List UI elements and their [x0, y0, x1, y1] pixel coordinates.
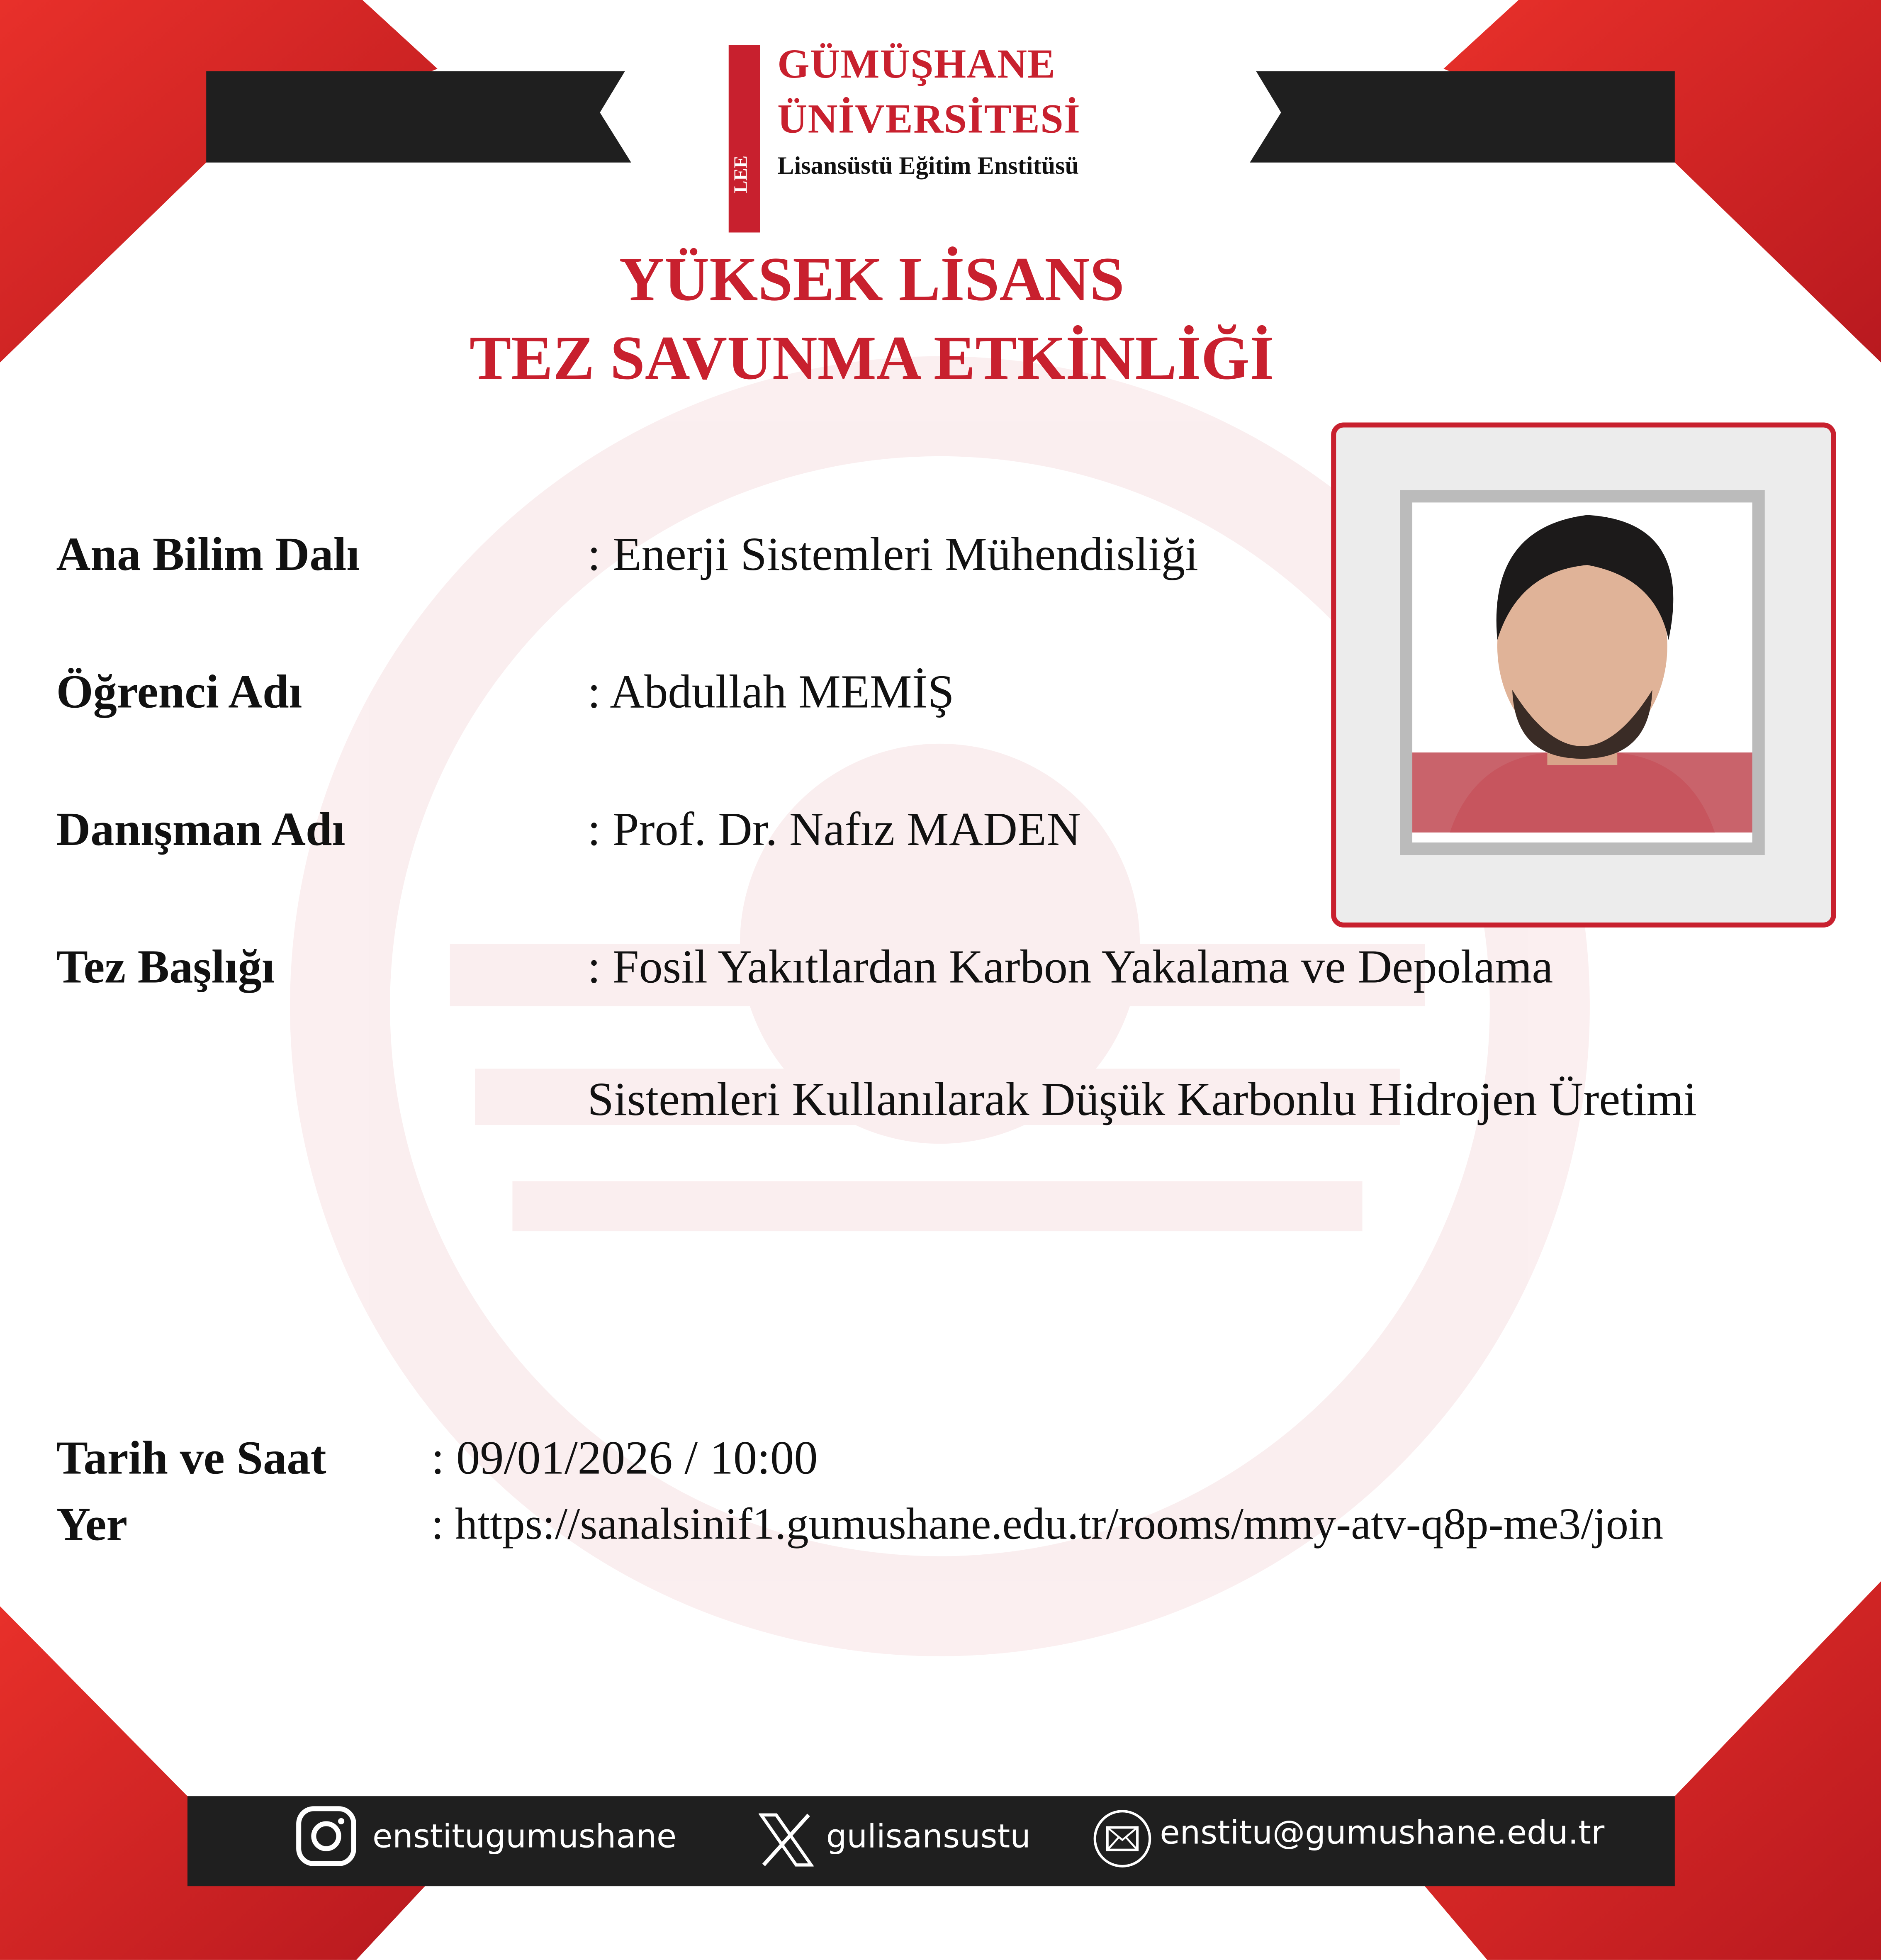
email-icon [1093, 1809, 1153, 1869]
logo-mark [729, 45, 760, 232]
field-value-thesis: : Fosil Yakıtlardan Karbon Yakalama ve Depolama [587, 941, 1553, 994]
email-address[interactable]: enstitu@gumushane.edu.tr [1160, 1815, 1605, 1853]
field-value-thesis-line2: Sistemleri Kullanılarak Düşük Karbonlu Hidrojen Üretimi [587, 1074, 1697, 1126]
field-value-department: : Enerji Sistemleri Mühendisliği [587, 528, 1198, 582]
field-value-advisor: : Prof. Dr. Nafız MADEN [587, 803, 1081, 857]
logo-mark-text: LEE [732, 156, 752, 193]
place-label: Yer [56, 1498, 128, 1551]
title-line2: TEZ SAVUNMA ETKİNLİĞİ [469, 322, 1274, 393]
field-label-student: Öğrenci Adı [56, 666, 302, 719]
student-photo [1400, 490, 1765, 855]
date-label: Tarih ve Saat [56, 1432, 326, 1485]
place-link[interactable]: : https://sanalsinif1.gumushane.edu.tr/rooms/mmy-atv-q8p-me3/join [431, 1498, 1664, 1549]
field-label-advisor: Danışman Adı [56, 803, 346, 857]
field-value-student: : Abdullah MEMİŞ [587, 666, 954, 719]
institute-name: Lisansüstü Eğitim Enstitüsü [777, 152, 1079, 180]
x-twitter-icon [759, 1812, 814, 1867]
person-photo-icon [1400, 490, 1765, 855]
university-name-line1: GÜMÜŞHANE [777, 42, 1056, 88]
x-handle[interactable]: gulisansustu [826, 1819, 1031, 1856]
field-label-thesis: Tez Başlığı [56, 941, 275, 994]
instagram-icon [295, 1805, 358, 1867]
title-line1: YÜKSEK LİSANS [619, 243, 1124, 314]
instagram-handle[interactable]: enstitugumushane [372, 1819, 677, 1856]
date-value: : 09/01/2026 / 10:00 [431, 1432, 818, 1485]
university-name-line2: ÜNİVERSİTESİ [777, 97, 1081, 143]
field-label-department: Ana Bilim Dalı [56, 528, 360, 582]
